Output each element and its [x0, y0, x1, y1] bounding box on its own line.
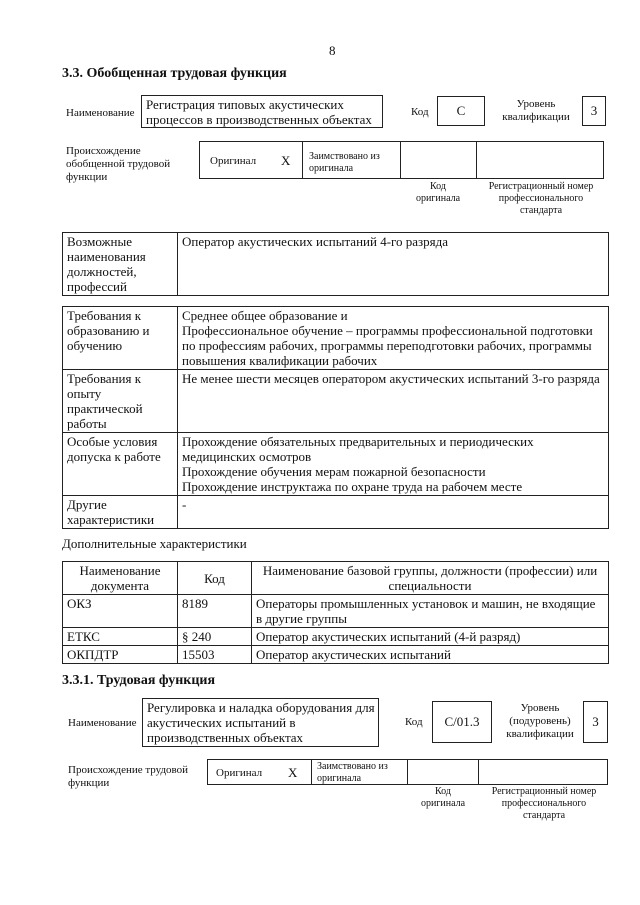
table-header-row: [63, 562, 609, 595]
table-row: [63, 646, 609, 664]
table-row: [63, 370, 609, 433]
lab-original-mark: X: [288, 765, 298, 780]
gen-borrowed-label: [309, 151, 380, 175]
subsection-title: 3.3.1. Трудовая функция: [62, 673, 216, 688]
divider: [476, 141, 477, 179]
lab-level-label-line: (подуровень): [509, 715, 571, 727]
lab-level-value: 3: [583, 701, 608, 743]
gen-borrowed-label-line: оригинала: [309, 163, 354, 174]
cell-line: Среднее общее образование и: [182, 308, 348, 323]
lab-level-label-line: квалификации: [506, 728, 574, 740]
caption-line: оригинала: [420, 798, 466, 809]
gen-original-mark: X: [281, 153, 291, 168]
cell-line: допуска к работе: [67, 449, 161, 464]
cell-code: 15503: [178, 646, 252, 664]
cell-line: опыту: [67, 386, 102, 401]
gen-original-label: Оригинал: [210, 155, 257, 167]
gen-level-label-line: квалификации: [502, 111, 570, 123]
gen-name-label: Наименование: [66, 107, 135, 119]
req-value: [178, 370, 609, 433]
lab-original-label: Оригинал: [216, 767, 263, 779]
req-label: [63, 307, 178, 370]
req-value: [178, 496, 609, 529]
caption-line: оригинала: [415, 193, 461, 204]
section-title: 3.3. Обобщенная трудовая функция: [62, 66, 287, 81]
caption-line: Регистрационный номер: [491, 786, 597, 797]
cell-line: Прохождение инструктажа по охране труда на рабочем месте: [182, 479, 523, 494]
cell-code: 8189: [178, 595, 252, 628]
cell-line: медицинских осмотров: [182, 449, 312, 464]
cell-line: специальности: [388, 578, 472, 593]
gen-borrowed-label-line: Заимствовано из: [309, 151, 380, 162]
lab-origin-label-line: функции: [68, 777, 110, 789]
table-row: [63, 433, 609, 496]
additional-table: [62, 561, 609, 664]
header-doc: [63, 562, 178, 595]
divider: [311, 759, 312, 785]
cell-line: Прохождение обучения мерам пожарной безопасности: [182, 464, 486, 479]
lab-origin-label: [68, 764, 188, 790]
caption-line: профессионального: [501, 798, 587, 809]
cell-line: Требования к: [67, 371, 142, 386]
cell-line: Оператор акустических испытаний: [256, 647, 451, 662]
lab-code-label: Код: [405, 716, 423, 728]
cell-line: практической: [67, 401, 143, 416]
page-number: 8: [329, 43, 336, 58]
lab-borrowed-label: [317, 761, 388, 785]
divider: [302, 141, 303, 179]
requirements-table: [62, 306, 609, 529]
cell-line: обучению: [67, 338, 123, 353]
divider: [478, 759, 479, 785]
lab-reg-num-caption: [480, 786, 608, 822]
divider: [400, 141, 401, 179]
lab-name-line: производственных объектах: [147, 730, 304, 745]
cell-doc: ЕТКС: [63, 628, 178, 646]
cell-line: характеристики: [67, 512, 155, 527]
gen-level-label-line: Уровень: [516, 98, 556, 110]
cell-line: повышения квалификации рабочих: [182, 353, 378, 368]
cell-line: Возможные: [67, 234, 132, 249]
caption-line: Код: [430, 181, 446, 192]
positions-value: Оператор акустических испытаний 4-го разряда: [178, 233, 609, 296]
caption-line: Регистрационный номер: [488, 181, 594, 192]
gen-origin-label-line: обобщенной трудовой: [66, 158, 171, 170]
header-name: [252, 562, 609, 595]
gen-name-line: процессов в производственных объектах: [146, 112, 372, 127]
header-code: Код: [178, 562, 252, 595]
gen-level-value: 3: [582, 96, 606, 126]
lab-borrowed-label-line: оригинала: [317, 773, 362, 784]
cell-code: § 240: [178, 628, 252, 646]
gen-origin-table: [199, 141, 604, 179]
cell-doc: ОКЗ: [63, 595, 178, 628]
table-row: [63, 496, 609, 529]
cell-line: -: [182, 497, 187, 512]
lab-name-label: Наименование: [68, 717, 137, 729]
lab-name-line: акустических испытаний в: [147, 715, 296, 730]
cell-line: Операторы промышленных установок и машин, не входящие: [256, 596, 596, 611]
caption-line: Код: [435, 786, 451, 797]
cell-line: документа: [90, 578, 150, 593]
gen-name-box: [141, 95, 383, 128]
cell-line: Другие: [67, 497, 107, 512]
cell-line: образованию и: [67, 323, 150, 338]
positions-table: [62, 232, 609, 296]
cell-line: Особые условия: [67, 434, 158, 449]
cell-line: в другие группы: [256, 611, 347, 626]
divider: [407, 759, 408, 785]
gen-name-line: Регистрация типовых акустических: [146, 97, 344, 112]
req-label: [63, 433, 178, 496]
additional-title: Дополнительные характеристики: [62, 536, 247, 551]
caption-line: профессионального: [498, 193, 584, 204]
cell-line: Наименование базовой группы, должности (профессии) или: [262, 563, 598, 578]
cell-doc: ОКПДТР: [63, 646, 178, 664]
cell-line: Профессиональное обучение – программы профессиональной подготовки: [182, 323, 593, 338]
table-row: [63, 307, 609, 370]
gen-origin-label: [66, 145, 170, 184]
lab-origin-label-line: Происхождение трудовой: [68, 764, 189, 776]
lab-level-label: [502, 702, 578, 741]
req-value: [178, 433, 609, 496]
cell-line: Не менее шести месяцев оператором акустических испытаний 3-го разряда: [182, 371, 600, 386]
lab-code-value: C/01.3: [432, 701, 492, 743]
gen-origin-label-line: Происхождение: [66, 145, 141, 157]
lab-name-box: [142, 698, 379, 747]
req-label: [63, 496, 178, 529]
cell-line: Требования к: [67, 308, 142, 323]
lab-borrowed-label-line: Заимствовано из: [317, 761, 388, 772]
positions-label: [63, 233, 178, 296]
cell-line: должностей,: [67, 264, 137, 279]
lab-level-label-line: Уровень: [520, 702, 560, 714]
gen-code-value: C: [437, 96, 485, 126]
cell-line: наименования: [67, 249, 146, 264]
gen-reg-num-caption: [478, 181, 604, 217]
gen-origin-label-line: функции: [66, 171, 108, 183]
req-label: [63, 370, 178, 433]
table-row: [63, 595, 609, 628]
caption-line: стандарта: [522, 810, 566, 821]
gen-level-label: [498, 98, 574, 124]
cell-name: [252, 646, 609, 664]
caption-line: стандарта: [519, 205, 563, 216]
cell-line: работы: [67, 416, 107, 431]
gen-code-label: Код: [411, 106, 429, 118]
cell-line: профессий: [67, 279, 127, 294]
lab-code-orig-caption: [410, 786, 476, 810]
cell-line: Оператор акустических испытаний (4-й разряд): [256, 629, 521, 644]
table-row: [63, 628, 609, 646]
cell-name: [252, 628, 609, 646]
cell-line: Наименование: [79, 563, 161, 578]
cell-line: по профессиям рабочих, программы переподготовки рабочих, программы: [182, 338, 592, 353]
gen-code-orig-caption: [405, 181, 471, 205]
req-value: [178, 307, 609, 370]
cell-line: Прохождение обязательных предварительных и периодических: [182, 434, 534, 449]
lab-name-line: Регулировка и наладка оборудования для: [147, 700, 375, 715]
cell-name: [252, 595, 609, 628]
